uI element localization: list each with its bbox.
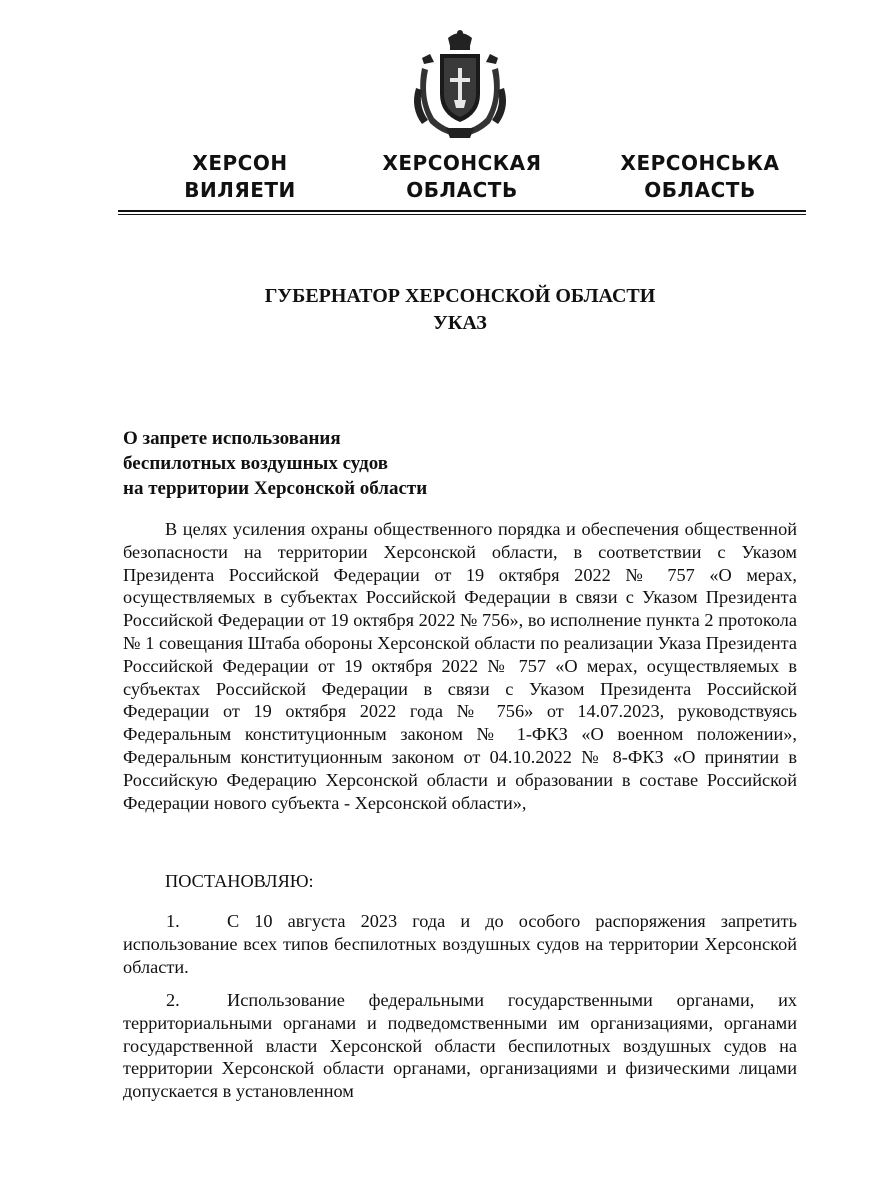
subject-line-1: О запрете использования [123, 428, 341, 449]
document-subject [123, 426, 427, 501]
item-text: С 10 августа 2023 года и до особого распоряжения запретить использование всех типов беспилотных воздушных судов на территории Херсонской области. [123, 911, 797, 977]
list-item: 1. С 10 августа 2023 года и до особого распоряжения запретить использование всех типов беспилотных воздушных судов на территории Херсонской области. [123, 911, 797, 977]
coat-of-arms-emblem [408, 28, 512, 140]
decree-keyword: ПОСТАНОВЛЯЮ: [165, 871, 314, 891]
header-left-line2: ВИЛЯЕТИ [184, 178, 296, 202]
title-governor: ГУБЕРНАТОР ХЕРСОНСКОЙ ОБЛАСТИ [264, 285, 656, 307]
document-title [120, 283, 800, 337]
header-left-line1: ХЕРСОН [192, 151, 288, 175]
header-divider-thin [118, 214, 806, 215]
header-center-line1: ХЕРСОНСКАЯ [382, 151, 542, 175]
header-divider-thick [118, 210, 806, 212]
subject-line-2: беспилотных воздушных судов [123, 453, 389, 474]
header-right-line2: ОБЛАСТЬ [644, 178, 756, 202]
header-russian-title [368, 150, 556, 204]
subject-line-3: на территории Херсонской области [123, 478, 428, 499]
item-text: Использование федеральными государственными органами, их территориальными органами и подведомственными им организациями, органами государственной власти Херсонской области беспилотных воздушных судов на территории Херсонской области органами, организациями и физическими лицами допускается в установленном [123, 990, 797, 1102]
title-decree: УКАЗ [433, 312, 487, 334]
preamble-paragraph: В целях усиления охраны общественного порядка и обеспечения общественной безопасности на территории Херсонской области, в соответствии с Указом Президента Российской Федерации от 19 октября 2022 № 757 «О мерах, осуществляемых в субъектах Российской Федерации в связи с Указом Президента Российской Федерации от 19 октября 2022 № 756», во исполнение пункта 2 протокола № 1 совещания Штаба обороны Херсонской области по реализации Указа Президента Российской Федерации от 19 октября 2022 № 757 «О мерах, осуществляемых в субъектах Российской Федерации в связи с Указом Президента Российской Федерации от 19 октября 2022 года № 756» от 14.07.2023, руководствуясь Федеральным конституционным законом № 1-ФКЗ «О военном положении», Федеральным конституционным законом от 04.10.2022 № 8-ФКЗ «О принятии в Российскую Федерацию Херсонской области и образовании в составе Российской Федерации нового субъекта - Херсонской области», [123, 519, 797, 813]
header-center-line2: ОБЛАСТЬ [406, 178, 518, 202]
header-crimean-tatar-title [168, 150, 312, 204]
list-item: 2. Использование федеральными государственными органами, их территориальными органами и подведомственными им организациями, органами государственной власти Херсонской области беспилотных воздушных судов на территории Херсонской области органами, организациями и физическими лицами допускается в установленном [123, 990, 797, 1102]
header-right-line1: ХЕРСОНСЬКА [620, 151, 780, 175]
header-ukrainian-title [602, 150, 798, 204]
